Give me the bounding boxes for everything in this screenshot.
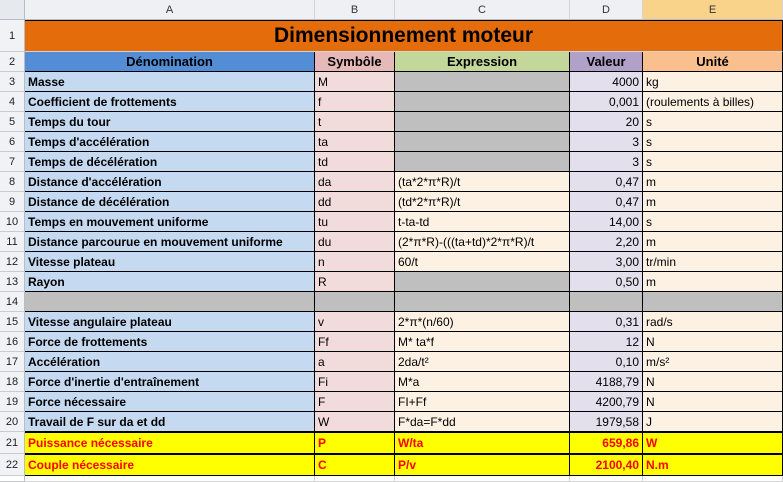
cell[interactable] [395,476,570,482]
table-header-row [0,52,783,72]
symbol-cell[interactable]: M [315,72,395,92]
row-header[interactable]: 21 [0,432,25,454]
row-header[interactable]: 2 [0,52,25,72]
value-cell[interactable]: 12 [570,332,643,352]
cell[interactable] [570,476,643,482]
result-value-cell[interactable]: 659,86 [570,432,643,454]
result-name-cell[interactable]: Couple nécessaire [25,454,315,476]
row-header[interactable]: 16 [0,332,25,352]
expression-cell[interactable] [395,152,570,172]
sheet-title[interactable]: Dimensionnement moteur [25,20,783,52]
symbol-cell[interactable]: tu [315,212,395,232]
expression-cell[interactable]: t-ta-td [395,212,570,232]
unit-cell[interactable]: s [643,212,783,232]
denomination-cell[interactable]: Temps d'accélération [25,132,315,152]
row-header[interactable]: 18 [0,372,25,392]
expression-cell[interactable] [395,72,570,92]
row-header[interactable]: 10 [0,212,25,232]
expression-cell[interactable]: 2*π*(n/60) [395,312,570,332]
denomination-cell[interactable]: Distance parcourue en mouvement uniforme [25,232,315,252]
value-cell[interactable]: 4200,79 [570,392,643,412]
unit-cell[interactable]: s [643,132,783,152]
value-cell[interactable]: 3,00 [570,252,643,272]
value-cell[interactable]: 20 [570,112,643,132]
row-header[interactable]: 13 [0,272,25,292]
expression-cell[interactable]: FI+Ff [395,392,570,412]
row-header[interactable]: 15 [0,312,25,332]
table-row [0,352,783,372]
symbol-cell[interactable]: a [315,352,395,372]
symbol-cell[interactable]: du [315,232,395,252]
row-header[interactable]: 8 [0,172,25,192]
row-header[interactable]: 11 [0,232,25,252]
table-row [0,232,783,252]
result-unit-cell[interactable]: W [643,432,783,454]
table-row [0,332,783,352]
symbol-cell[interactable]: n [315,252,395,272]
table-row [0,252,783,272]
row-23 [0,476,783,482]
denomination-cell[interactable]: Vitesse angulaire plateau [25,312,315,332]
result-symbol-cell[interactable]: C [315,454,395,476]
column-header-d[interactable]: D [570,0,643,20]
expression-cell[interactable]: 60/t [395,252,570,272]
table-row [0,152,783,172]
column-header-row [0,0,783,20]
symbol-cell[interactable]: da [315,172,395,192]
row-header[interactable]: 12 [0,252,25,272]
denomination-cell[interactable]: Force nécessaire [25,392,315,412]
cell[interactable] [315,476,395,482]
unit-cell[interactable]: N [643,372,783,392]
value-cell[interactable]: 0,47 [570,192,643,212]
table-row [0,312,783,332]
table-row [0,412,783,432]
unit-cell[interactable]: N [643,332,783,352]
symbol-cell[interactable]: W [315,412,395,432]
expression-cell[interactable]: M*a [395,372,570,392]
column-header-e[interactable]: E [643,0,783,20]
column-header-c[interactable]: C [395,0,570,20]
result-name-cell[interactable]: Puissance nécessaire [25,432,315,454]
value-cell[interactable]: 0,47 [570,172,643,192]
value-cell[interactable]: 2,20 [570,232,643,252]
header-symbol[interactable]: Symbôle [315,52,395,72]
cell[interactable] [25,476,315,482]
row-header[interactable]: 17 [0,352,25,372]
table-row [0,372,783,392]
table-row [0,92,783,112]
symbol-cell[interactable]: F [315,392,395,412]
symbol-cell[interactable]: v [315,312,395,332]
symbol-cell[interactable]: R [315,272,395,292]
denomination-cell[interactable]: Distance d'accélération [25,172,315,192]
denomination-cell[interactable]: Temps en mouvement uniforme [25,212,315,232]
expression-cell[interactable]: F*da=F*dd [395,412,570,432]
expression-cell[interactable]: 2da/t² [395,352,570,372]
empty-cell[interactable] [570,292,643,312]
column-header-a[interactable]: A [25,0,315,20]
denomination-cell[interactable]: Vitesse plateau [25,252,315,272]
row-header[interactable]: 5 [0,112,25,132]
symbol-cell[interactable]: Ff [315,332,395,352]
value-cell[interactable]: 3 [570,132,643,152]
unit-cell[interactable]: N [643,392,783,412]
value-cell[interactable]: 14,00 [570,212,643,232]
row-header[interactable] [0,476,25,482]
row-header[interactable]: 4 [0,92,25,112]
column-header-b[interactable]: B [315,0,395,20]
title-row [0,20,783,52]
header-unit[interactable]: Unité [643,52,783,72]
row-header[interactable]: 22 [0,454,25,476]
denomination-cell[interactable]: Masse [25,72,315,92]
result-row [0,432,783,454]
row-header[interactable]: 1 [0,20,25,52]
row-header[interactable]: 20 [0,412,25,432]
symbol-cell[interactable]: ta [315,132,395,152]
expression-cell[interactable]: (ta*2*π*R)/t [395,172,570,192]
result-value-cell[interactable]: 2100,40 [570,454,643,476]
table-row [0,172,783,192]
empty-cell[interactable] [643,292,783,312]
table-row [0,272,783,292]
table-row [0,72,783,92]
unit-cell[interactable]: m [643,272,783,292]
header-expression[interactable]: Expression [395,52,570,72]
header-value[interactable]: Valeur [570,52,643,72]
row-header[interactable]: 14 [0,292,25,312]
expression-cell[interactable]: (2*π*R)-(((ta+td)*2*π*R)/t [395,232,570,252]
denomination-cell[interactable]: Accélération [25,352,315,372]
row-header[interactable]: 19 [0,392,25,412]
header-denomination[interactable]: Dénomination [25,52,315,72]
select-all-corner[interactable] [0,0,25,20]
denomination-cell[interactable]: Coefficient de frottements [25,92,315,112]
unit-cell[interactable]: s [643,152,783,172]
cell[interactable] [643,476,783,482]
expression-cell[interactable] [395,132,570,152]
symbol-cell[interactable]: td [315,152,395,172]
expression-cell[interactable] [395,112,570,132]
denomination-cell[interactable]: Travail de F sur da et dd [25,412,315,432]
unit-cell[interactable]: m [643,172,783,192]
unit-cell[interactable]: tr/min [643,252,783,272]
expression-cell[interactable]: M* ta*f [395,332,570,352]
row-header[interactable]: 6 [0,132,25,152]
denomination-cell[interactable]: Rayon [25,272,315,292]
unit-cell[interactable]: (roulements à billes) [643,92,783,112]
symbol-cell[interactable]: dd [315,192,395,212]
denomination-cell[interactable]: Force de frottements [25,332,315,352]
table-row [0,212,783,232]
empty-cell[interactable] [315,292,395,312]
value-cell[interactable]: 0,10 [570,352,643,372]
value-cell[interactable]: 0,31 [570,312,643,332]
value-cell[interactable]: 4188,79 [570,372,643,392]
empty-cell[interactable] [25,292,315,312]
denomination-cell[interactable]: Distance de décélération [25,192,315,212]
table-row [0,112,783,132]
unit-cell[interactable]: m [643,232,783,252]
result-row [0,454,783,476]
unit-cell[interactable]: kg [643,72,783,92]
symbol-cell[interactable]: t [315,112,395,132]
unit-cell[interactable]: J [643,412,783,432]
table-row [0,292,783,312]
empty-cell[interactable] [395,292,570,312]
table-row [0,392,783,412]
denomination-cell[interactable]: Force d'inertie d'entraînement [25,372,315,392]
denomination-cell[interactable]: Temps de décélération [25,152,315,172]
denomination-cell[interactable]: Temps du tour [25,112,315,132]
row-header[interactable]: 9 [0,192,25,212]
expression-cell[interactable]: (td*2*π*R)/t [395,192,570,212]
result-expression-cell[interactable]: P/v [395,454,570,476]
row-header[interactable]: 3 [0,72,25,92]
value-cell[interactable]: 3 [570,152,643,172]
value-cell[interactable]: 1979,58 [570,412,643,432]
result-unit-cell[interactable]: N.m [643,454,783,476]
expression-cell[interactable] [395,272,570,292]
unit-cell[interactable]: rad/s [643,312,783,332]
row-header[interactable]: 7 [0,152,25,172]
symbol-cell[interactable]: f [315,92,395,112]
symbol-cell[interactable]: Fi [315,372,395,392]
value-cell[interactable]: 0,001 [570,92,643,112]
table-row [0,192,783,212]
unit-cell[interactable]: m [643,192,783,212]
value-cell[interactable]: 4000 [570,72,643,92]
unit-cell[interactable]: s [643,112,783,132]
unit-cell[interactable]: m/s² [643,352,783,372]
expression-cell[interactable] [395,92,570,112]
table-row [0,132,783,152]
result-expression-cell[interactable]: W/ta [395,432,570,454]
result-symbol-cell[interactable]: P [315,432,395,454]
value-cell[interactable]: 0,50 [570,272,643,292]
